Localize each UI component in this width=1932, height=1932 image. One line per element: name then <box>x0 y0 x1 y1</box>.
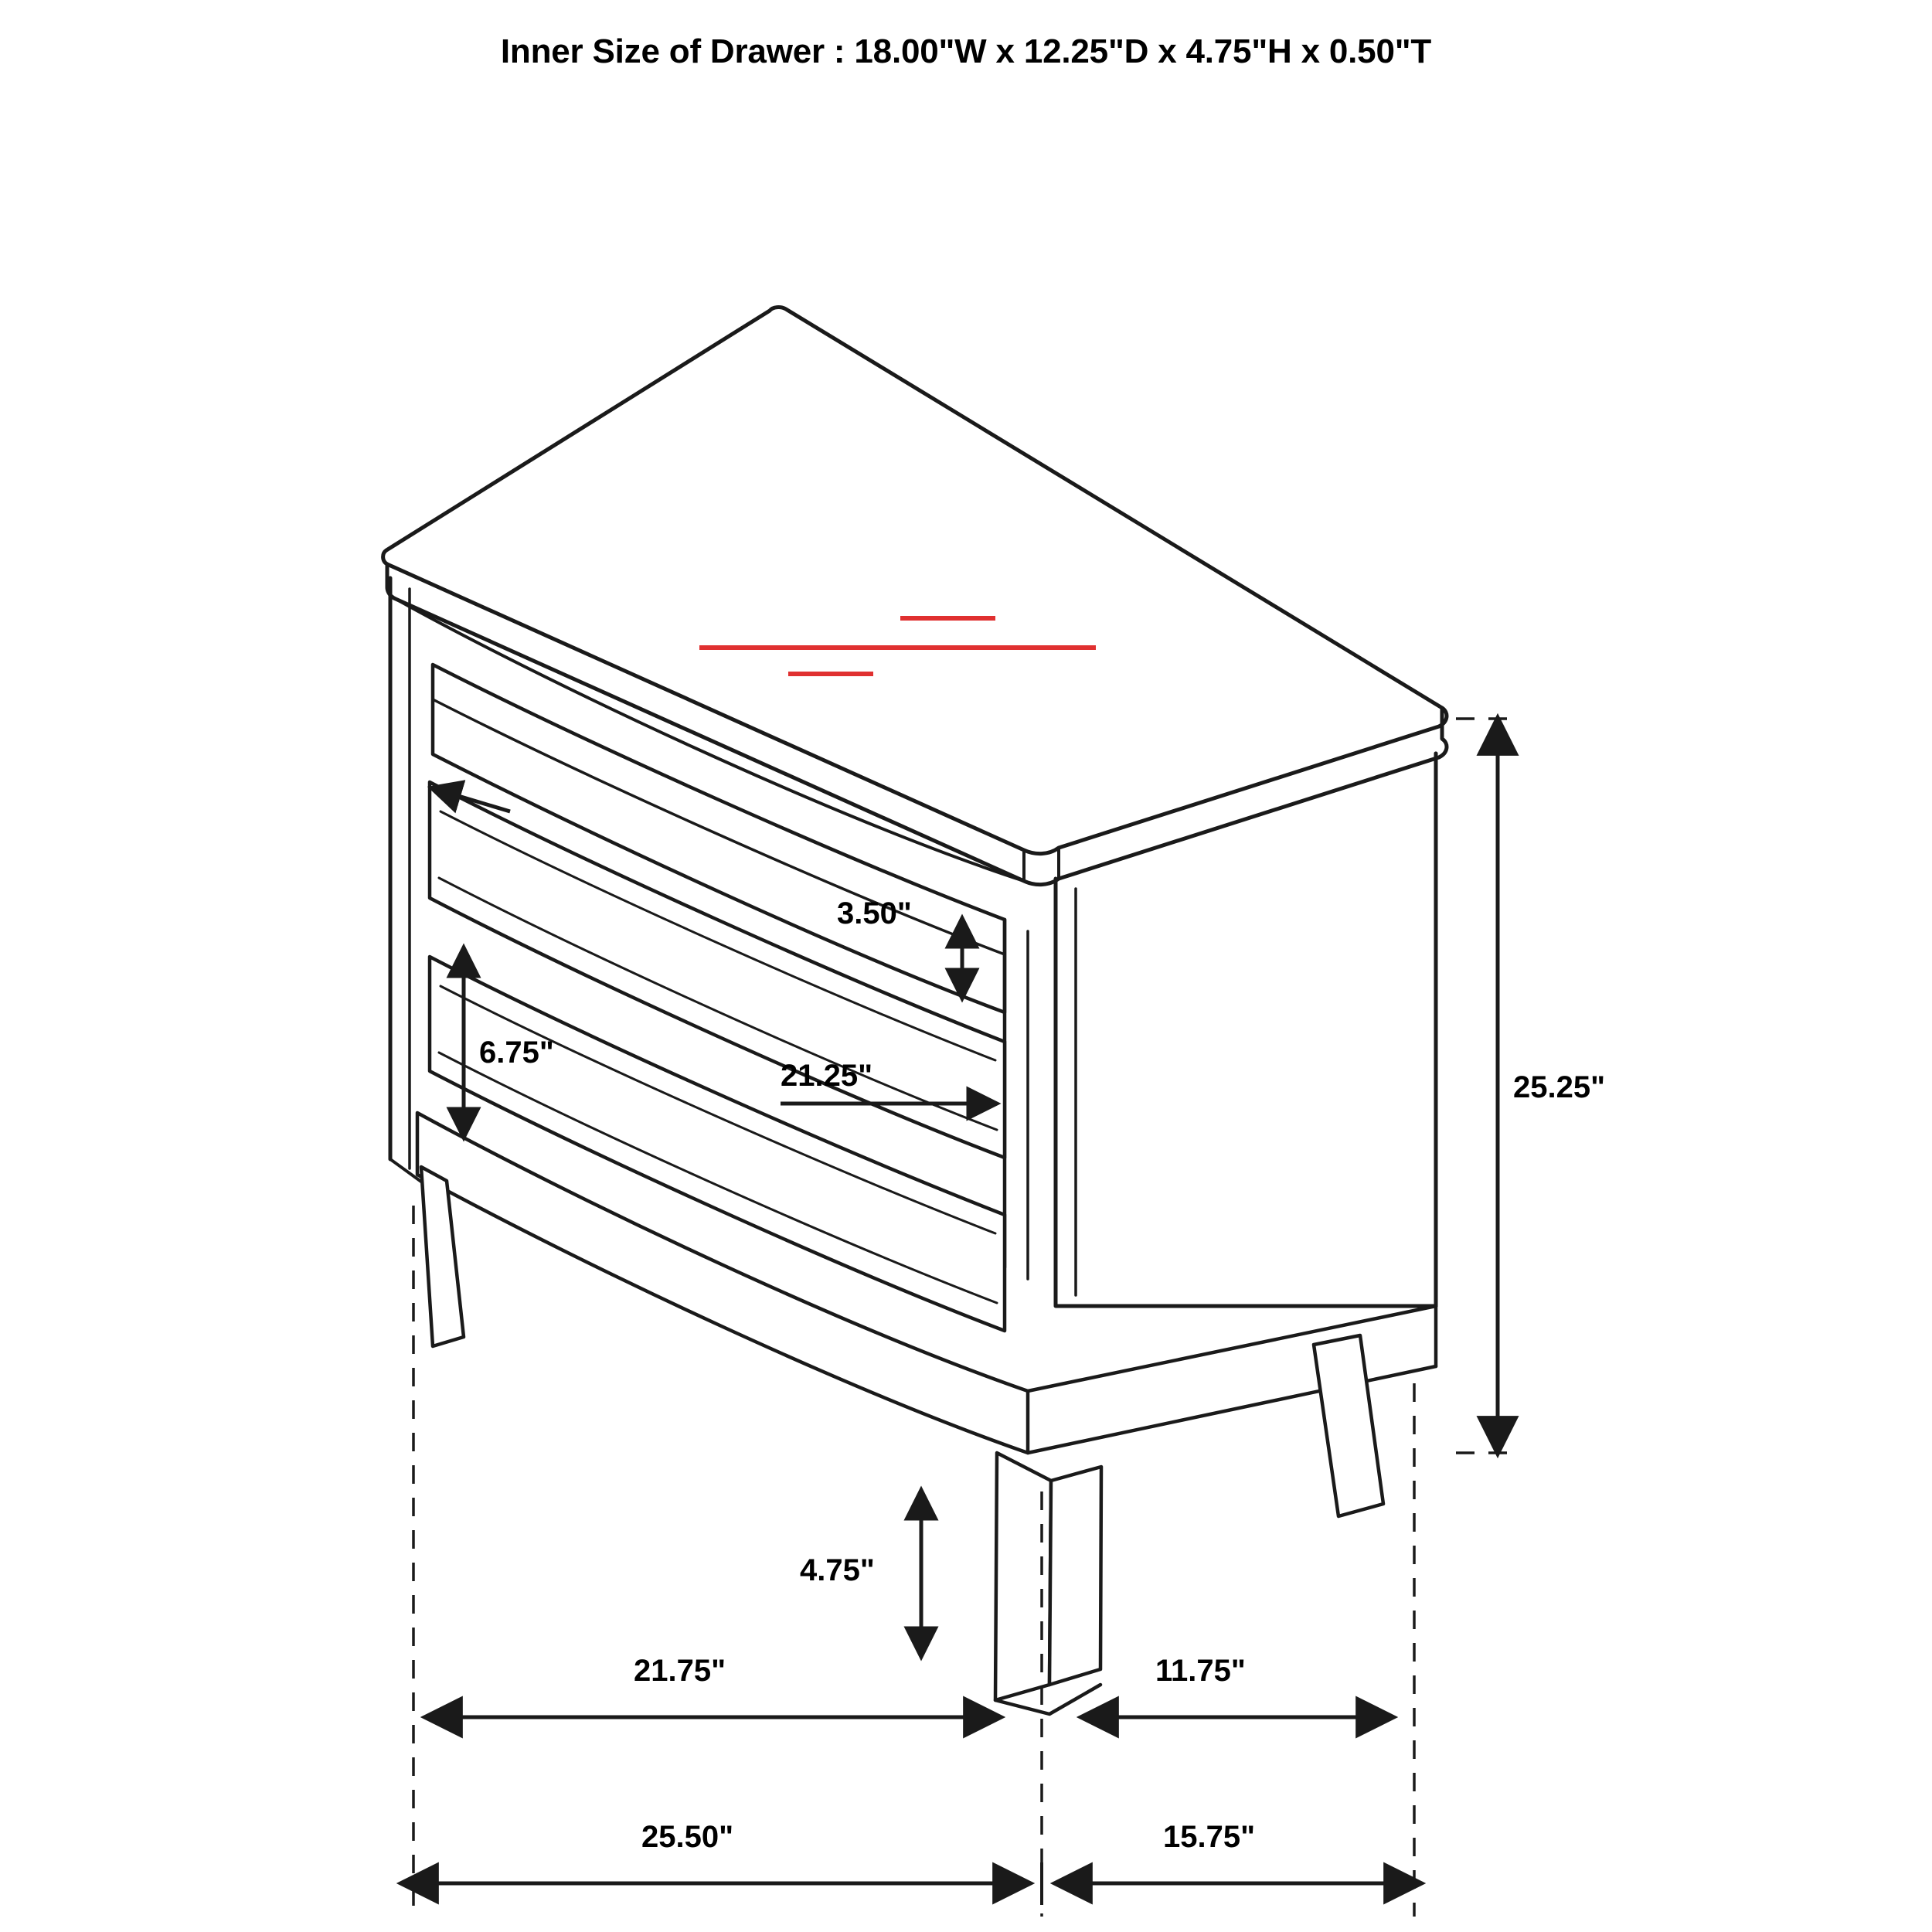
nightstand-illustration <box>383 305 1447 1714</box>
dim-drawer-front-width: 21.25" <box>781 1059 873 1093</box>
dim-bottom-drawer-height: 6.75" <box>479 1036 554 1070</box>
dim-top-drawer-height: 3.50" <box>837 896 912 930</box>
dim-front-panel-width: 21.75" <box>634 1654 726 1688</box>
dim-leg-height: 4.75" <box>800 1553 875 1587</box>
page-title: Inner Size of Drawer : 18.00"W x 12.25"D x 4.75"H x 0.50"T <box>500 32 1432 70</box>
dim-overall-depth: 15.75" <box>1163 1820 1256 1854</box>
dim-overall-width: 25.50" <box>641 1820 734 1854</box>
dim-overall-height: 25.25" <box>1513 1070 1606 1104</box>
dim-side-panel-depth: 11.75" <box>1155 1654 1246 1688</box>
